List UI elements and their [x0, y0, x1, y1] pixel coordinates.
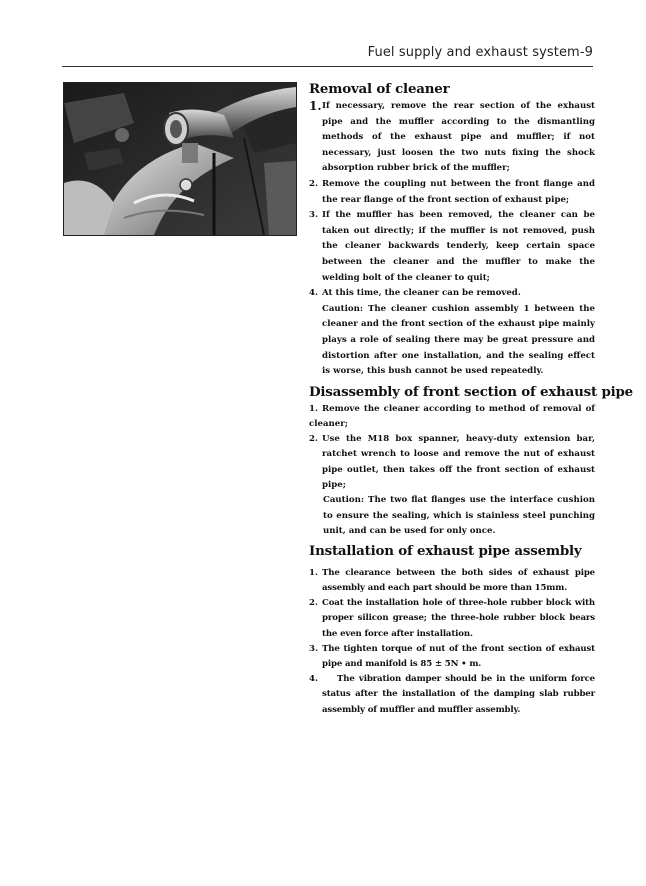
- step-number: 3.: [309, 643, 318, 654]
- step-3: [309, 642, 595, 672]
- step-text: The tighten torque of nut of the front section of exhaust pipe and manifold is 85 ± 5N • m.: [322, 643, 595, 669]
- main-content: [309, 80, 633, 718]
- step-1: [309, 402, 595, 432]
- section-heading-disassembly-front-section: Disassembly of front section of exhaust pipe: [309, 383, 633, 400]
- caution-note: Caution: The cleaner cushion assembly 1 between the cleaner and the front section of the exhaust pipe mainly plays a role of sealing there may be great pressure and distortion after one installation, and the sealing effect is worse, this bush cannot be used repeatedly.: [322, 303, 595, 377]
- step-1: [309, 566, 595, 596]
- step-text: Use the M18 box spanner, heavy-duty extension bar, ratchet wrench to loose and remove the nut of exhaust pipe outlet, then takes off the front section of exhaust pipe;: [322, 434, 595, 490]
- step-text: If necessary, remove the rear section of the exhaust pipe and the muffler according to the dismantling methods of the exhaust pipe and muffler; if not necessary, just loosen the two nuts fixing the shock absorption rubber brick of the muffler;: [322, 101, 595, 174]
- step-number: 1.: [309, 567, 318, 578]
- section-heading-removal-of-cleaner: Removal of cleaner: [309, 81, 450, 97]
- step-2: [309, 596, 595, 642]
- step-1: [309, 99, 595, 177]
- step-text: Coat the installation hole of three-hole rubber block with proper silicon grease; the three-hole rubber block bears the even force after installation.: [322, 598, 595, 639]
- step-4: [309, 672, 595, 718]
- step-number: 4.: [309, 288, 318, 299]
- step-number: 3.: [309, 210, 318, 221]
- engine-photo-graphic: [64, 83, 296, 235]
- step-text: The vibration damper should be in the uniform force status after the installation of the damping slab rubber assembly of muffler and muffler assembly.: [322, 674, 595, 715]
- caution-note: Caution: The two flat flanges use the interface cushion to ensure the sealing, which is stainless steel punching unit, and can be used for only once.: [323, 494, 595, 537]
- section-heading-installation-exhaust-pipe: Installation of exhaust pipe assembly: [309, 542, 582, 559]
- step-4: [309, 286, 595, 302]
- page-header-title: Fuel supply and exhaust system-9: [367, 45, 593, 60]
- step-number: 1.: [309, 403, 318, 414]
- step-2: [309, 177, 595, 208]
- step-number: 2.: [309, 178, 318, 189]
- header-rule: [62, 66, 593, 67]
- step-2: [309, 432, 595, 493]
- step-number: 2.: [309, 598, 318, 609]
- engine-exhaust-photo: [63, 82, 297, 236]
- step-text: At this time, the cleaner can be removed.: [322, 288, 521, 299]
- step-number: 4.: [309, 674, 318, 685]
- step-text: If the muffler has been removed, the cleaner can be taken out directly; if the muffler is not removed, push the cleaner backwards tenderly, keep certain space between the cleaner and the muffler to make the welding bolt of the cleaner to quit;: [322, 210, 595, 283]
- step-3: [309, 208, 595, 286]
- step-text: The clearance between the both sides of exhaust pipe assembly and each part should be more than 15mm.: [322, 567, 595, 593]
- step-text: Remove the cleaner according to method of removal of cleaner;: [309, 403, 595, 429]
- step-number: 2.: [309, 434, 318, 445]
- step-text: Remove the coupling nut between the front flange and the rear flange of the front section of exhaust pipe;: [322, 178, 595, 205]
- step-number: 1.: [309, 99, 322, 113]
